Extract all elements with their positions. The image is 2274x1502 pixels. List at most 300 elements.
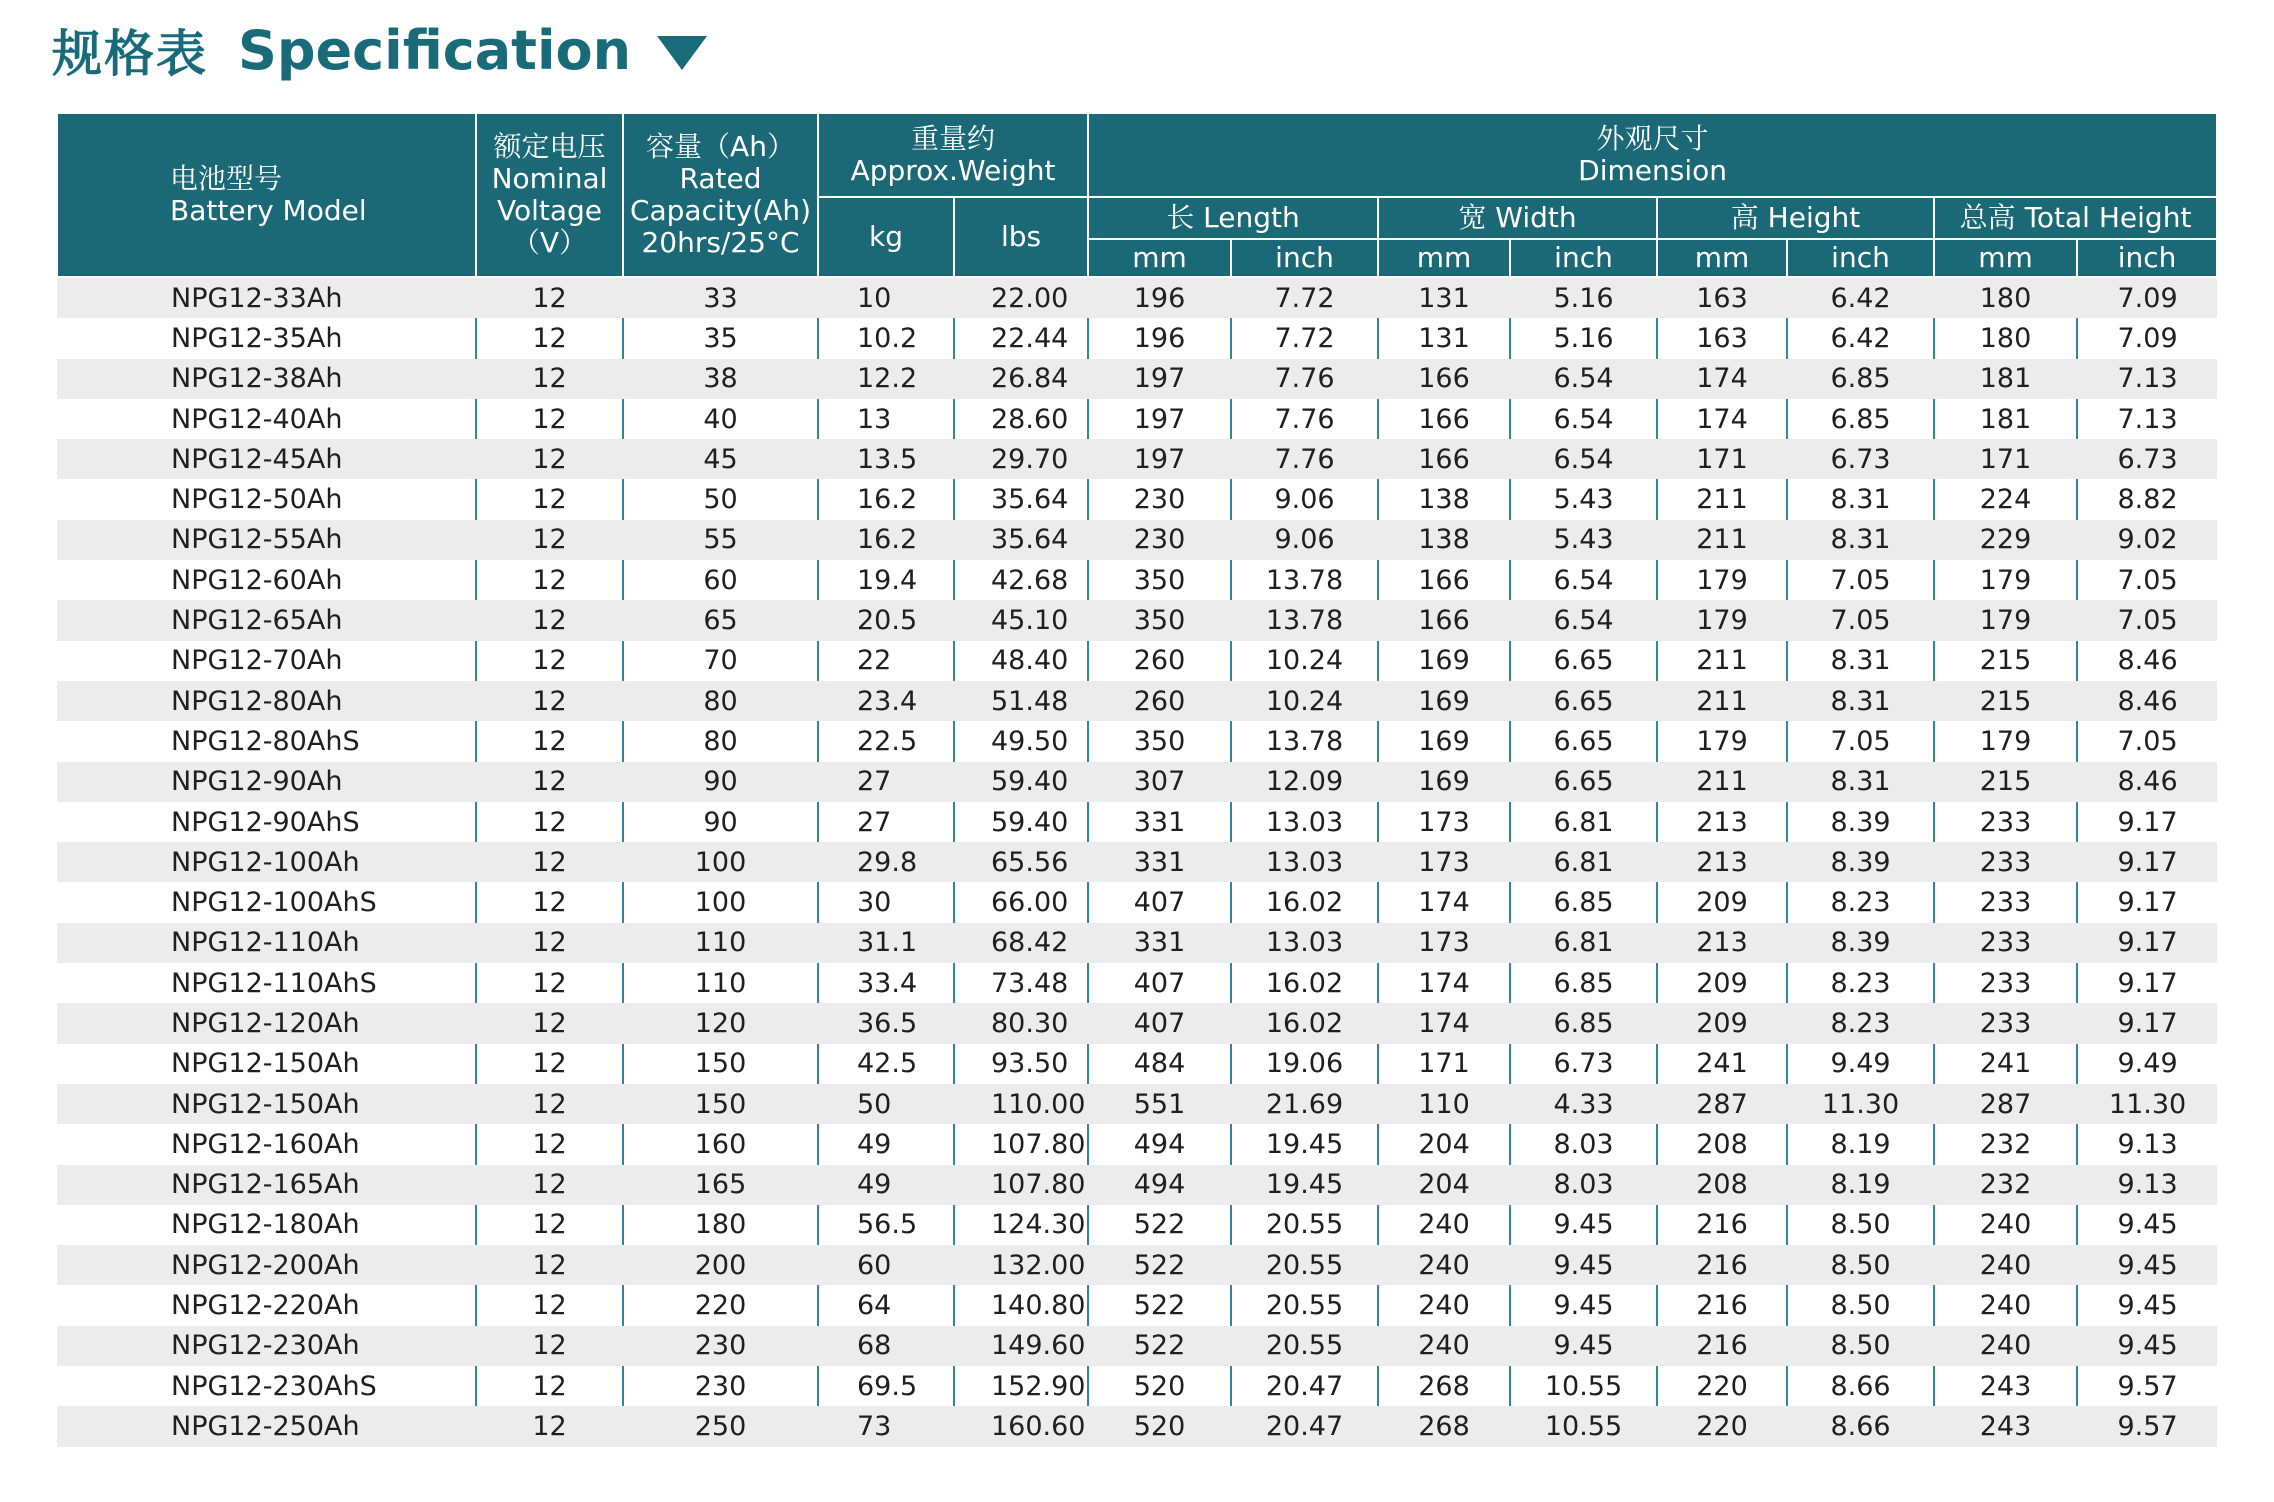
- cell-height-inch: 6.73: [1787, 439, 1934, 479]
- cell-battery-model: NPG12-50Ah: [171, 484, 343, 516]
- cell-weight-kg: 73: [818, 1406, 954, 1446]
- cell-total-height-mm: 232: [1934, 1165, 2077, 1205]
- cell-height-mm: 163: [1657, 277, 1787, 318]
- cell-weight-kg: 42.5: [818, 1044, 954, 1084]
- cell-length-inch: 13.03: [1231, 842, 1378, 882]
- cell-height-mm: 220: [1657, 1406, 1787, 1446]
- page-title: [52, 14, 707, 86]
- cell-height-inch: 6.85: [1787, 359, 1934, 399]
- cell-weight-lbs: 73.48: [954, 963, 1088, 1003]
- cell-capacity: 35: [623, 318, 818, 358]
- cell-weight-lbs: 80.30: [954, 1003, 1088, 1043]
- header-model-zh: 电池型号: [170, 162, 283, 195]
- cell-capacity: 40: [623, 399, 818, 439]
- cell-weight-kg: 30: [818, 882, 954, 922]
- cell-battery-model: NPG12-160Ah: [171, 1128, 360, 1160]
- cell-height-mm: 208: [1657, 1165, 1787, 1205]
- cell-weight-lbs: 26.84: [954, 359, 1088, 399]
- cell-total-height-mm: 171: [1934, 439, 2077, 479]
- cell-height-inch: 8.31: [1787, 520, 1934, 560]
- cell-width-inch: 6.65: [1510, 721, 1657, 761]
- cell-weight-kg: 68: [818, 1326, 954, 1366]
- cell-length-mm: 260: [1088, 641, 1231, 681]
- cell-width-mm: 138: [1378, 479, 1510, 519]
- table-row: [57, 1003, 2217, 1043]
- cell-height-mm: 209: [1657, 963, 1787, 1003]
- cell-battery-model: NPG12-55Ah: [57, 520, 476, 560]
- cell-height-mm: 211: [1657, 479, 1787, 519]
- cell-total-height-mm: 215: [1934, 681, 2077, 721]
- table-row: [57, 641, 2217, 681]
- table-row: [57, 681, 2217, 721]
- cell-capacity: 160: [623, 1124, 818, 1164]
- cell-capacity: 80: [623, 721, 818, 761]
- cell-width-inch: 6.54: [1510, 560, 1657, 600]
- cell-total-height-inch: 9.02: [2077, 520, 2217, 560]
- cell-battery-model: NPG12-38Ah: [57, 359, 476, 399]
- cell-length-inch: 7.72: [1231, 318, 1378, 358]
- cell-length-inch: 21.69: [1231, 1084, 1378, 1124]
- cell-width-mm: 131: [1378, 318, 1510, 358]
- table-row: [57, 359, 2217, 399]
- header-total-height: 总高 Total Height: [1934, 197, 2217, 239]
- cell-width-mm: 173: [1378, 923, 1510, 963]
- cell-voltage: 12: [476, 1124, 623, 1164]
- cell-height-mm: 179: [1657, 721, 1787, 761]
- cell-width-mm: 166: [1378, 359, 1510, 399]
- cell-total-height-mm: 287: [1934, 1084, 2077, 1124]
- cell-height-inch: 8.31: [1787, 762, 1934, 802]
- cell-total-height-mm: 233: [1934, 842, 2077, 882]
- cell-width-mm: 166: [1378, 600, 1510, 640]
- cell-length-mm: 522: [1088, 1245, 1231, 1285]
- cell-height-inch: 8.23: [1787, 1003, 1934, 1043]
- table-row: [57, 762, 2217, 802]
- cell-width-inch: 4.33: [1510, 1084, 1657, 1124]
- header-model-en: Battery Model: [170, 194, 367, 227]
- cell-length-mm: 331: [1088, 923, 1231, 963]
- cell-length-inch: 19.45: [1231, 1165, 1378, 1205]
- cell-capacity: 55: [623, 520, 818, 560]
- header-weight-zh: 重量约: [911, 122, 996, 155]
- cell-width-mm: 204: [1378, 1165, 1510, 1205]
- cell-width-inch: 9.45: [1510, 1285, 1657, 1325]
- cell-voltage: 12: [476, 762, 623, 802]
- cell-length-mm: 230: [1088, 520, 1231, 560]
- cell-weight-kg: 64: [818, 1285, 954, 1325]
- cell-total-height-mm: 181: [1934, 399, 2077, 439]
- cell-total-height-inch: 9.17: [2077, 802, 2217, 842]
- cell-length-mm: 522: [1088, 1285, 1231, 1325]
- cell-voltage: 12: [476, 600, 623, 640]
- header-voltage-en1: Nominal: [491, 162, 608, 195]
- cell-height-mm: 211: [1657, 762, 1787, 802]
- cell-length-mm: 520: [1088, 1406, 1231, 1446]
- cell-width-mm: 174: [1378, 1003, 1510, 1043]
- cell-total-height-mm: 180: [1934, 318, 2077, 358]
- cell-width-mm: 174: [1378, 963, 1510, 1003]
- cell-weight-lbs: 160.60: [954, 1406, 1088, 1446]
- cell-capacity: 110: [623, 963, 818, 1003]
- cell-battery-model: NPG12-150Ah: [57, 1084, 476, 1124]
- cell-length-inch: 20.47: [1231, 1366, 1378, 1406]
- cell-height-inch: 8.39: [1787, 842, 1934, 882]
- header-weight-kg: kg: [818, 197, 954, 277]
- cell-height-mm: 174: [1657, 399, 1787, 439]
- cell-weight-kg: 50: [818, 1084, 954, 1124]
- cell-length-inch: 13.03: [1231, 923, 1378, 963]
- cell-height-mm: 179: [1657, 560, 1787, 600]
- cell-total-height-mm: 179: [1934, 600, 2077, 640]
- header-width: 宽 Width: [1378, 197, 1657, 239]
- cell-total-height-mm: 224: [1934, 479, 2077, 519]
- table-row: [57, 842, 2217, 882]
- cell-total-height-mm: 215: [1934, 762, 2077, 802]
- header-weight: [818, 113, 1088, 197]
- cell-total-height-inch: 9.57: [2077, 1366, 2217, 1406]
- header-voltage-unit: （V）: [511, 226, 588, 259]
- cell-length-mm: 522: [1088, 1205, 1231, 1245]
- header-height: 高 Height: [1657, 197, 1934, 239]
- cell-height-inch: 8.50: [1787, 1245, 1934, 1285]
- cell-capacity: 230: [623, 1366, 818, 1406]
- cell-height-inch: 6.42: [1787, 277, 1934, 318]
- cell-weight-lbs: 107.80: [954, 1165, 1088, 1205]
- cell-length-inch: 10.24: [1231, 641, 1378, 681]
- cell-width-mm: 166: [1378, 399, 1510, 439]
- cell-total-height-inch: 6.73: [2077, 439, 2217, 479]
- cell-width-inch: 6.85: [1510, 963, 1657, 1003]
- cell-length-mm: 522: [1088, 1326, 1231, 1366]
- cell-total-height-inch: 9.17: [2077, 882, 2217, 922]
- cell-height-inch: 8.50: [1787, 1205, 1934, 1245]
- cell-height-inch: 9.49: [1787, 1044, 1934, 1084]
- cell-capacity: 230: [623, 1326, 818, 1366]
- cell-total-height-inch: 7.05: [2077, 560, 2217, 600]
- header-capacity-en2: Capacity(Ah): [629, 194, 812, 227]
- cell-width-inch: 6.54: [1510, 439, 1657, 479]
- cell-voltage: 12: [476, 802, 623, 842]
- cell-weight-lbs: 132.00: [954, 1245, 1088, 1285]
- table-row: [57, 277, 2217, 318]
- cell-weight-kg: 13: [818, 399, 954, 439]
- cell-length-mm: 196: [1088, 277, 1231, 318]
- cell-total-height-mm: 180: [1934, 277, 2077, 318]
- cell-battery-model: NPG12-165Ah: [57, 1165, 476, 1205]
- cell-battery-model: NPG12-230Ah: [57, 1326, 476, 1366]
- cell-height-mm: 216: [1657, 1326, 1787, 1366]
- cell-battery-model: NPG12-250Ah: [57, 1406, 476, 1446]
- cell-width-mm: 173: [1378, 842, 1510, 882]
- cell-length-inch: 20.55: [1231, 1285, 1378, 1325]
- cell-battery-model: NPG12-150Ah: [171, 1048, 360, 1080]
- cell-height-inch: 8.31: [1787, 641, 1934, 681]
- cell-height-inch: 8.31: [1787, 681, 1934, 721]
- cell-total-height-inch: 9.17: [2077, 923, 2217, 963]
- cell-height-mm: 211: [1657, 641, 1787, 681]
- header-battery-model: [57, 113, 476, 277]
- cell-height-mm: 216: [1657, 1245, 1787, 1285]
- title-english: Specification: [238, 18, 632, 82]
- cell-height-inch: 8.31: [1787, 479, 1934, 519]
- cell-length-inch: 16.02: [1231, 882, 1378, 922]
- cell-voltage: 12: [476, 439, 623, 479]
- cell-voltage: 12: [476, 1366, 623, 1406]
- cell-total-height-inch: 8.82: [2077, 479, 2217, 519]
- cell-voltage: 12: [476, 520, 623, 560]
- cell-capacity: 90: [623, 802, 818, 842]
- cell-length-inch: 10.24: [1231, 681, 1378, 721]
- cell-width-mm: 166: [1378, 560, 1510, 600]
- cell-capacity: 100: [623, 882, 818, 922]
- cell-total-height-mm: 241: [1934, 1044, 2077, 1084]
- cell-height-mm: 211: [1657, 520, 1787, 560]
- header-capacity-cond: 20hrs/25°C: [641, 226, 800, 259]
- cell-weight-lbs: 124.30: [954, 1205, 1088, 1245]
- cell-voltage: 12: [476, 842, 623, 882]
- cell-battery-model: NPG12-110AhS: [171, 967, 377, 999]
- cell-width-inch: 6.85: [1510, 882, 1657, 922]
- cell-width-inch: 5.43: [1510, 520, 1657, 560]
- cell-capacity: 65: [623, 600, 818, 640]
- cell-capacity: 180: [623, 1205, 818, 1245]
- header-length-inch: inch: [1231, 239, 1378, 277]
- table-row: [57, 1366, 2217, 1406]
- cell-weight-lbs: 110.00: [954, 1084, 1088, 1124]
- cell-length-inch: 20.55: [1231, 1205, 1378, 1245]
- header-rated-capacity: [623, 113, 818, 277]
- header-length: 长 Length: [1088, 197, 1378, 239]
- cell-length-mm: 230: [1088, 479, 1231, 519]
- cell-battery-model: NPG12-110Ah: [57, 923, 476, 963]
- cell-length-inch: 9.06: [1231, 520, 1378, 560]
- cell-total-height-inch: 9.17: [2077, 1003, 2217, 1043]
- cell-weight-lbs: 49.50: [954, 721, 1088, 761]
- cell-width-inch: 5.43: [1510, 479, 1657, 519]
- cell-width-inch: 6.65: [1510, 681, 1657, 721]
- cell-battery-model: NPG12-90Ah: [57, 762, 476, 802]
- table-row: [57, 520, 2217, 560]
- table-row: [57, 963, 2217, 1003]
- cell-total-height-inch: 11.30: [2077, 1084, 2217, 1124]
- table-row: [57, 399, 2217, 439]
- cell-voltage: 12: [476, 1084, 623, 1124]
- cell-length-mm: 197: [1088, 399, 1231, 439]
- cell-weight-kg: 22: [818, 641, 954, 681]
- cell-width-mm: 240: [1378, 1285, 1510, 1325]
- table-row: [57, 721, 2217, 761]
- table-row: [57, 1165, 2217, 1205]
- cell-capacity: 60: [623, 560, 818, 600]
- cell-height-mm: 213: [1657, 923, 1787, 963]
- cell-weight-kg: 49: [818, 1124, 954, 1164]
- cell-capacity: 45: [623, 439, 818, 479]
- cell-length-inch: 7.72: [1231, 277, 1378, 318]
- cell-total-height-mm: 240: [1934, 1285, 2077, 1325]
- cell-total-height-mm: 179: [1934, 560, 2077, 600]
- table-row: [57, 318, 2217, 358]
- cell-length-mm: 407: [1088, 882, 1231, 922]
- cell-weight-kg: 19.4: [818, 560, 954, 600]
- cell-capacity: 80: [623, 681, 818, 721]
- cell-total-height-inch: 9.49: [2077, 1044, 2217, 1084]
- cell-length-mm: 494: [1088, 1165, 1231, 1205]
- cell-weight-lbs: 59.40: [954, 802, 1088, 842]
- cell-width-mm: 169: [1378, 641, 1510, 681]
- cell-battery-model: NPG12-120Ah: [57, 1003, 476, 1043]
- cell-width-inch: 6.81: [1510, 842, 1657, 882]
- cell-total-height-inch: 7.09: [2077, 318, 2217, 358]
- cell-battery-model: NPG12-80AhS: [171, 725, 360, 757]
- cell-voltage: 12: [476, 277, 623, 318]
- cell-height-inch: 8.23: [1787, 882, 1934, 922]
- cell-total-height-mm: 243: [1934, 1406, 2077, 1446]
- cell-total-height-inch: 9.13: [2077, 1124, 2217, 1164]
- cell-battery-model: NPG12-45Ah: [57, 439, 476, 479]
- cell-length-inch: 12.09: [1231, 762, 1378, 802]
- cell-weight-lbs: 152.90: [954, 1366, 1088, 1406]
- cell-length-mm: 331: [1088, 802, 1231, 842]
- cell-voltage: 12: [476, 560, 623, 600]
- cell-length-mm: 407: [1088, 963, 1231, 1003]
- cell-height-mm: 163: [1657, 318, 1787, 358]
- cell-length-mm: 196: [1088, 318, 1231, 358]
- cell-length-inch: 20.55: [1231, 1326, 1378, 1366]
- cell-total-height-mm: 240: [1934, 1205, 2077, 1245]
- cell-total-height-mm: 181: [1934, 359, 2077, 399]
- cell-height-inch: 7.05: [1787, 560, 1934, 600]
- cell-length-inch: 9.06: [1231, 479, 1378, 519]
- cell-length-mm: 494: [1088, 1124, 1231, 1164]
- cell-length-inch: 20.47: [1231, 1406, 1378, 1446]
- cell-width-inch: 5.16: [1510, 318, 1657, 358]
- table-row: [57, 1205, 2217, 1245]
- cell-length-mm: 331: [1088, 842, 1231, 882]
- cell-weight-lbs: 29.70: [954, 439, 1088, 479]
- cell-weight-lbs: 22.44: [954, 318, 1088, 358]
- table-row: [57, 560, 2217, 600]
- cell-battery-model: NPG12-220Ah: [171, 1290, 360, 1322]
- cell-width-inch: 6.81: [1510, 923, 1657, 963]
- cell-battery-model: NPG12-90AhS: [171, 806, 360, 838]
- cell-height-mm: 209: [1657, 1003, 1787, 1043]
- cell-total-height-mm: 215: [1934, 641, 2077, 681]
- cell-length-mm: 350: [1088, 721, 1231, 761]
- cell-length-inch: 7.76: [1231, 359, 1378, 399]
- cell-voltage: 12: [476, 479, 623, 519]
- cell-weight-kg: 23.4: [818, 681, 954, 721]
- cell-capacity: 90: [623, 762, 818, 802]
- cell-total-height-mm: 233: [1934, 963, 2077, 1003]
- cell-weight-kg: 10.2: [818, 318, 954, 358]
- cell-weight-lbs: 42.68: [954, 560, 1088, 600]
- header-voltage-zh: 额定电压: [493, 130, 606, 163]
- cell-width-inch: 6.65: [1510, 641, 1657, 681]
- cell-width-mm: 166: [1378, 439, 1510, 479]
- cell-weight-lbs: 66.00: [954, 882, 1088, 922]
- cell-weight-lbs: 68.42: [954, 923, 1088, 963]
- cell-length-inch: 20.55: [1231, 1245, 1378, 1285]
- cell-battery-model: NPG12-40Ah: [171, 403, 343, 435]
- header-capacity-en1: Rated: [679, 162, 762, 195]
- cell-voltage: 12: [476, 1285, 623, 1325]
- cell-total-height-mm: 233: [1934, 802, 2077, 842]
- cell-height-mm: 208: [1657, 1124, 1787, 1164]
- cell-length-mm: 407: [1088, 1003, 1231, 1043]
- cell-height-inch: 8.39: [1787, 802, 1934, 842]
- cell-weight-kg: 16.2: [818, 479, 954, 519]
- cell-weight-kg: 13.5: [818, 439, 954, 479]
- cell-weight-kg: 69.5: [818, 1366, 954, 1406]
- cell-height-inch: 6.42: [1787, 318, 1934, 358]
- cell-total-height-inch: 9.45: [2077, 1326, 2217, 1366]
- cell-width-mm: 138: [1378, 520, 1510, 560]
- cell-length-inch: 13.78: [1231, 721, 1378, 761]
- cell-total-height-mm: 240: [1934, 1245, 2077, 1285]
- cell-height-mm: 216: [1657, 1205, 1787, 1245]
- cell-total-height-inch: 9.45: [2077, 1245, 2217, 1285]
- cell-width-inch: 6.65: [1510, 762, 1657, 802]
- cell-voltage: 12: [476, 721, 623, 761]
- cell-weight-lbs: 45.10: [954, 600, 1088, 640]
- cell-voltage: 12: [476, 399, 623, 439]
- cell-total-height-inch: 9.13: [2077, 1165, 2217, 1205]
- cell-width-mm: 174: [1378, 882, 1510, 922]
- triangle-down-icon: [657, 36, 707, 70]
- cell-voltage: 12: [476, 1326, 623, 1366]
- table-row: [57, 1124, 2217, 1164]
- cell-length-inch: 13.78: [1231, 600, 1378, 640]
- cell-voltage: 12: [476, 1205, 623, 1245]
- cell-width-inch: 10.55: [1510, 1406, 1657, 1446]
- cell-width-inch: 6.54: [1510, 399, 1657, 439]
- cell-width-mm: 173: [1378, 802, 1510, 842]
- table-row: [57, 923, 2217, 963]
- header-weight-lbs: lbs: [954, 197, 1088, 277]
- cell-height-inch: 11.30: [1787, 1084, 1934, 1124]
- cell-total-height-mm: 179: [1934, 721, 2077, 761]
- header-width-mm: mm: [1378, 239, 1510, 277]
- cell-voltage: 12: [476, 318, 623, 358]
- header-width-inch: inch: [1510, 239, 1657, 277]
- cell-total-height-mm: 233: [1934, 1003, 2077, 1043]
- cell-height-mm: 220: [1657, 1366, 1787, 1406]
- cell-battery-model: NPG12-180Ah: [171, 1209, 360, 1241]
- cell-voltage: 12: [476, 1245, 623, 1285]
- cell-weight-lbs: 48.40: [954, 641, 1088, 681]
- header-capacity-zh: 容量（Ah）: [646, 130, 795, 163]
- cell-length-mm: 551: [1088, 1084, 1231, 1124]
- cell-width-inch: 6.81: [1510, 802, 1657, 842]
- cell-total-height-inch: 9.17: [2077, 842, 2217, 882]
- cell-weight-lbs: 149.60: [954, 1326, 1088, 1366]
- header-dimension-en: Dimension: [1578, 154, 1727, 187]
- cell-width-inch: 8.03: [1510, 1124, 1657, 1164]
- cell-capacity: 120: [623, 1003, 818, 1043]
- header-nominal-voltage: [476, 113, 623, 277]
- cell-length-inch: 16.02: [1231, 963, 1378, 1003]
- cell-width-inch: 9.45: [1510, 1245, 1657, 1285]
- cell-height-inch: 8.19: [1787, 1124, 1934, 1164]
- table-row: [57, 600, 2217, 640]
- cell-height-inch: 7.05: [1787, 600, 1934, 640]
- cell-weight-lbs: 35.64: [954, 520, 1088, 560]
- cell-battery-model: NPG12-230AhS: [171, 1370, 377, 1402]
- cell-width-inch: 8.03: [1510, 1165, 1657, 1205]
- cell-voltage: 12: [476, 923, 623, 963]
- cell-width-mm: 240: [1378, 1205, 1510, 1245]
- cell-weight-kg: 27: [818, 802, 954, 842]
